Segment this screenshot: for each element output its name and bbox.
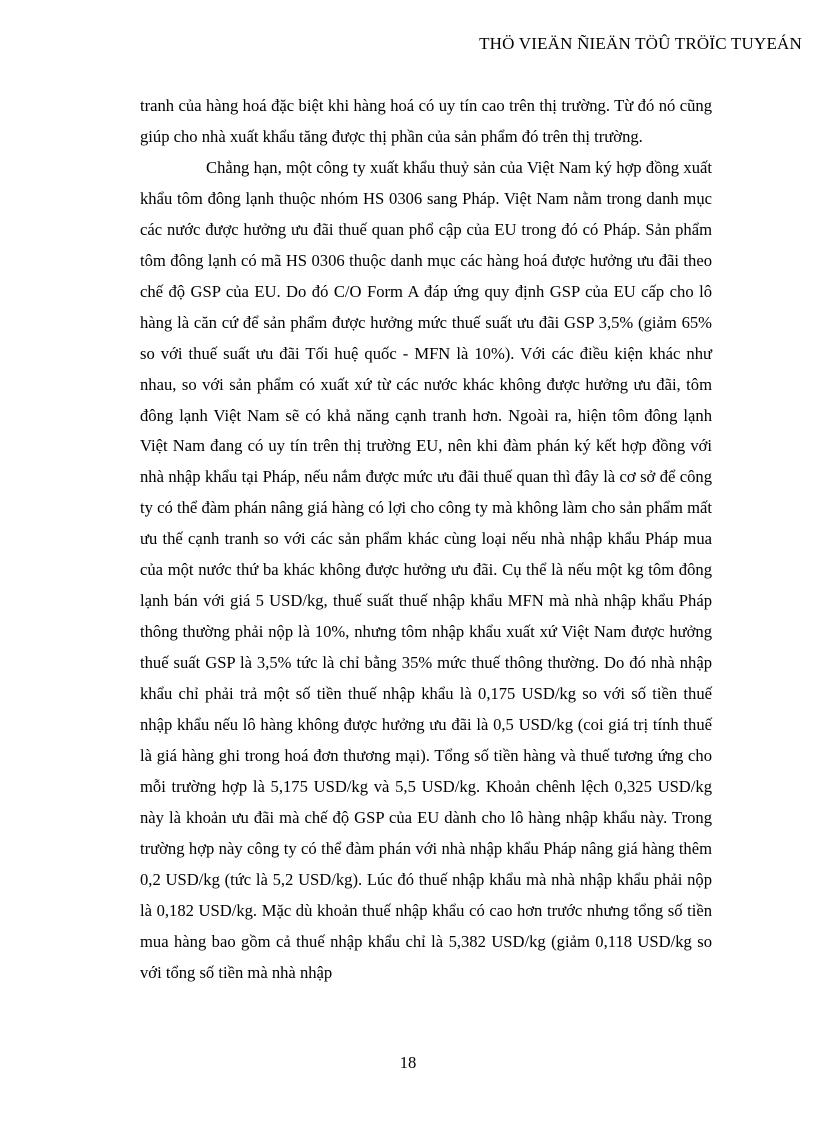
paragraph: tranh của hàng hoá đặc biệt khi hàng hoá có uy tín cao trên thị trường. Từ đó nó cũng giúp cho nhà xuất khẩu tăng được thị phần của sản phẩm đó trên thị trường. <box>140 96 712 146</box>
document-body <box>140 91 712 989</box>
page-number: 18 <box>399 1053 417 1072</box>
page-header: THÖ VIEÄN ÑIEÄN TÖÛ TRÖÏC TUYEÁN <box>479 34 802 53</box>
paragraph: Chẳng hạn, một công ty xuất khẩu thuỷ sản của Việt Nam ký hợp đồng xuất khẩu tôm đông lạnh thuộc nhóm HS 0306 sang Pháp. Việt Nam nằm trong danh mục các nước được hưởng ưu đãi thuế quan phổ cập của EU trong đó có Pháp. Sản phẩm tôm đông lạnh có mã HS 0306 thuộc danh mục các hàng hoá được hưởng ưu đãi theo chế độ GSP của EU. Do đó C/O Form A đáp ứng quy định GSP của EU cấp cho lô hàng là căn cứ để sản phẩm được hưởng mức thuế suất ưu đãi GSP 3,5% (giảm 65% so với thuế suất ưu đãi Tối huệ quốc - MFN là 10%). Với các điều kiện khác như nhau, so với sản phẩm có xuất xứ từ các nước khác không được hưởng ưu đãi, tôm đông lạnh Việt Nam sẽ có khả năng cạnh tranh hơn. Ngoài ra, hiện tôm đông lạnh Việt Nam đang có uy tín trên thị trường EU, nên khi đàm phán ký kết hợp đồng với nhà nhập khẩu tại Pháp, nếu nắm được mức ưu đãi thuế quan thì đây là cơ sở để công ty có thể đàm phán nâng giá hàng có lợi cho công ty mà không làm cho sản phẩm mất ưu thế cạnh tranh so với các sản phẩm khác cùng loại nếu nhà nhập khẩu Pháp mua của một nước thứ ba khác không được hưởng ưu đãi. Cụ thể là nếu một kg tôm đông lạnh bán với giá 5 USD/kg, thuế suất thuế nhập khẩu MFN mà nhà nhập khẩu Pháp thông thường phải nộp là 10%, nhưng tôm nhập khẩu xuất xứ Việt Nam được hưởng thuế suất GSP là 3,5% tức là chỉ bằng 35% mức thuế thông thường. Do đó nhà nhập khẩu chỉ phải trả một số tiền thuế nhập khẩu là 0,175 USD/kg so với số tiền thuế nhập khẩu nếu lô hàng không được hưởng ưu đãi là 0,5 USD/kg (coi giá trị tính thuế là giá hàng ghi trong hoá đơn thương mại). Tổng số tiền hàng và thuế tương ứng cho mỗi trường hợp là 5,175 USD/kg và 5,5 USD/kg. Khoản chênh lệch 0,325 USD/kg này là khoản ưu đãi mà chế độ GSP của EU dành cho lô hàng nhập khẩu này. Trong trường hợp này công ty có thể đàm phán với nhà nhập khẩu Pháp nâng giá hàng thêm 0,2 USD/kg (tức là 5,2 USD/kg). Lúc đó thuế nhập khẩu mà nhà nhập khẩu phải nộp là 0,182 USD/kg. Mặc dù khoản thuế nhập khẩu có cao hơn trước nhưng tổng số tiền mua hàng bao gồm cả thuế nhập khẩu chỉ là 5,382 USD/kg (giảm 0,118 USD/kg so với tổng số tiền mà nhà nhập <box>140 157 712 982</box>
